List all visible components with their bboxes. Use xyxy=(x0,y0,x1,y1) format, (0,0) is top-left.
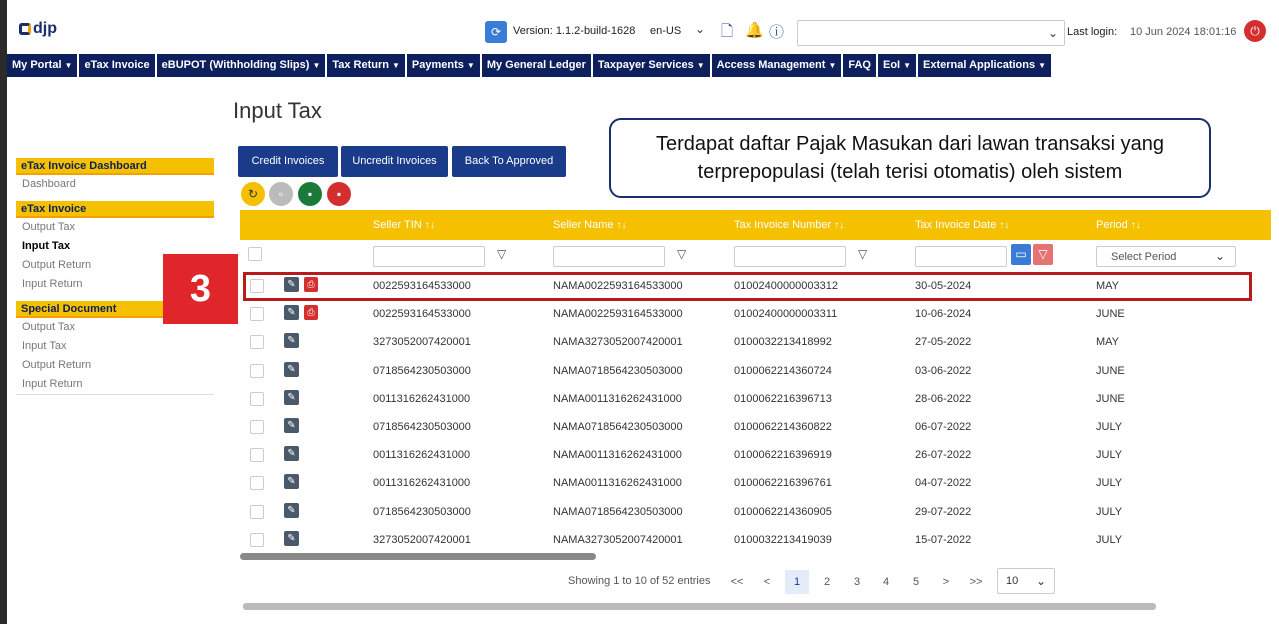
cell-period: JULY xyxy=(1096,477,1123,490)
sidebar-item-output-tax[interactable]: Output Tax xyxy=(22,221,75,233)
page-button-2[interactable]: 2 xyxy=(823,576,831,588)
cell-tax-invoice-number: 0100062214360822 xyxy=(734,421,832,433)
sidebar-heading: eTax Invoice Dashboard xyxy=(16,158,214,175)
page-title: Input Tax xyxy=(233,98,322,123)
edit-icon[interactable]: ✎ xyxy=(284,333,299,348)
cell-tax-invoice-number: 0100062216396919 xyxy=(734,449,832,462)
cell-tax-invoice-date: 30-05-2024 xyxy=(915,280,972,292)
sort-icon: ↑↓ xyxy=(1130,220,1141,231)
last-login-label: Last login: xyxy=(1067,26,1118,38)
nav-ebupot[interactable]: eBUPOT (Withholding Slips) ▼ xyxy=(157,54,328,77)
edit-icon[interactable]: ✎ xyxy=(284,362,299,377)
document-notification-icon[interactable]: 🗋 xyxy=(721,23,734,40)
sidebar-item-special-input-return[interactable]: Input Return xyxy=(22,378,83,390)
column-period[interactable]: Period ↑↓ xyxy=(1096,219,1141,231)
top-header xyxy=(7,12,1275,52)
invoice-date-filter-input[interactable] xyxy=(915,246,1007,267)
document-icon[interactable]: ▫ xyxy=(269,182,293,206)
profile-select[interactable] xyxy=(797,20,1065,46)
table-row[interactable] xyxy=(240,469,1271,497)
cell-seller-tin: 0011316262431000 xyxy=(373,392,471,405)
edit-icon[interactable]: ✎ xyxy=(284,446,299,461)
cell-tax-invoice-date: 03-06-2022 xyxy=(915,364,972,377)
step-number-badge: 3 xyxy=(163,254,238,324)
cell-seller-name: NAMA0718564230503000 xyxy=(553,364,683,377)
cell-period: MAY xyxy=(1096,336,1120,349)
cell-seller-tin: 0022593164533000 xyxy=(373,308,471,321)
page-horizontal-scrollbar[interactable] xyxy=(243,603,1156,610)
caret-down-icon: ▼ xyxy=(64,61,73,70)
next-page-button[interactable]: > xyxy=(942,576,950,588)
cell-tax-invoice-date: 28-06-2022 xyxy=(915,392,972,405)
cell-tax-invoice-date: 26-07-2022 xyxy=(915,449,972,462)
nav-general-ledger[interactable]: My General Ledger xyxy=(482,54,593,77)
row-checkbox[interactable] xyxy=(250,307,264,321)
table-row[interactable] xyxy=(240,328,1271,356)
row-checkbox[interactable] xyxy=(250,364,264,378)
cell-seller-name: NAMA0011316262431000 xyxy=(553,477,682,490)
back-to-approved-button[interactable]: Back To Approved xyxy=(452,146,566,177)
period-select[interactable] xyxy=(1096,246,1236,267)
sidebar-heading: eTax Invoice xyxy=(16,201,214,218)
invoice-number-filter-input[interactable] xyxy=(734,246,846,267)
row-checkbox[interactable] xyxy=(250,335,264,349)
cell-seller-tin: 3273052007420001 xyxy=(373,336,471,349)
cell-tax-invoice-date: 04-07-2022 xyxy=(915,477,972,490)
first-page-button[interactable]: << xyxy=(730,576,744,588)
cell-seller-tin: 0022593164533000 xyxy=(373,280,471,292)
edit-icon[interactable]: ✎ xyxy=(284,390,299,405)
sort-icon: ↑↓ xyxy=(834,220,845,231)
logo-icon xyxy=(19,23,31,35)
row-checkbox[interactable] xyxy=(250,392,264,406)
cell-seller-name: NAMA0718564230503000 xyxy=(553,421,683,433)
refresh-icon[interactable]: ↻ xyxy=(241,182,265,206)
table-row[interactable] xyxy=(240,357,1271,385)
table-row[interactable] xyxy=(240,526,1271,554)
cell-seller-name: NAMA0718564230503000 xyxy=(553,505,683,518)
row-checkbox[interactable] xyxy=(250,476,264,490)
cell-tax-invoice-date: 06-07-2022 xyxy=(915,421,972,433)
cell-period: JUNE xyxy=(1096,364,1125,377)
row-checkbox[interactable] xyxy=(250,420,264,434)
table-row[interactable] xyxy=(240,413,1271,441)
filter-icon[interactable]: ▽ xyxy=(858,247,868,261)
filter-row xyxy=(240,240,1271,272)
cell-period: MAY xyxy=(1096,280,1120,292)
pagination-summary: Showing 1 to 10 of 52 entries xyxy=(568,575,711,587)
nav-faq[interactable]: FAQ xyxy=(843,54,878,77)
caret-down-icon: ▼ xyxy=(466,61,475,70)
help-icon[interactable]: ⓘ xyxy=(769,24,785,41)
edit-icon[interactable]: ✎ xyxy=(284,418,299,433)
page-button-3[interactable]: 3 xyxy=(853,576,861,588)
table-row[interactable] xyxy=(240,300,1271,328)
annotation-callout: Terdapat daftar Pajak Masukan dari lawan transaksi yang terprepopulasi (telah terisi otomatis) oleh sistem xyxy=(609,118,1211,198)
cell-seller-name: NAMA3273052007420001 xyxy=(553,533,683,546)
language-chevron-down-icon[interactable]: ⌄ xyxy=(695,22,706,36)
djp-logo[interactable] xyxy=(19,20,57,38)
page-button-5[interactable]: 5 xyxy=(912,576,920,588)
cell-seller-name: NAMA3273052007420001 xyxy=(553,336,683,349)
table-row[interactable] xyxy=(240,385,1271,413)
cell-period: JUNE xyxy=(1096,308,1125,321)
page-button-1[interactable]: 1 xyxy=(785,570,809,594)
edit-icon[interactable]: ✎ xyxy=(284,305,299,320)
cell-tax-invoice-date: 29-07-2022 xyxy=(915,505,972,518)
caret-down-icon: ▼ xyxy=(903,61,912,70)
cell-tax-invoice-number: 0100032213419039 xyxy=(734,533,832,546)
chevron-down-icon: ⌄ xyxy=(1035,574,1046,588)
cell-tax-invoice-number: 0100062214360905 xyxy=(734,505,832,518)
sidebar-item-special-output-return[interactable]: Output Return xyxy=(22,359,92,371)
edit-icon[interactable]: ✎ xyxy=(284,531,299,546)
nav-eoi[interactable]: EoI ▼ xyxy=(878,54,918,77)
column-seller-tin[interactable]: Seller TIN ↑↓ xyxy=(373,219,435,231)
cell-seller-name: NAMA0011316262431000 xyxy=(553,449,682,462)
row-checkbox[interactable] xyxy=(250,448,264,462)
caret-down-icon: ▼ xyxy=(312,61,321,70)
uncredit-invoices-button[interactable]: Uncredit Invoices xyxy=(341,146,448,177)
sort-icon: ↑↓ xyxy=(424,220,435,231)
sort-icon: ↑↓ xyxy=(616,220,627,231)
nav-taxpayer-services[interactable]: Taxpayer Services ▼ xyxy=(593,54,712,77)
edit-icon[interactable]: ✎ xyxy=(284,503,299,518)
column-seller-name[interactable]: Seller Name ↑↓ xyxy=(553,219,627,231)
page-size-value: 10 xyxy=(1006,575,1019,587)
nav-external-applications[interactable]: External Applications ▼ xyxy=(918,54,1053,77)
filter-icon[interactable]: ▽ xyxy=(677,247,687,261)
edit-icon[interactable]: ✎ xyxy=(284,474,299,489)
calendar-icon[interactable]: ▭ xyxy=(1011,244,1031,265)
excel-export-icon[interactable]: ▪ xyxy=(298,182,322,206)
caret-down-icon: ▼ xyxy=(696,61,705,70)
sidebar-section-dashboard xyxy=(16,158,214,194)
version-info xyxy=(513,25,635,37)
chevron-down-icon: ⌄ xyxy=(1047,26,1058,40)
cell-tax-invoice-number: 0100062216396761 xyxy=(734,477,832,490)
table-header xyxy=(240,210,1271,240)
chevron-down-icon: ⌄ xyxy=(1214,249,1225,263)
column-tax-invoice-date[interactable]: Tax Invoice Date ↑↓ xyxy=(915,219,1010,231)
cell-seller-name: NAMA0011316262431000 xyxy=(553,392,682,405)
prev-page-button[interactable]: < xyxy=(763,576,771,588)
table-row[interactable] xyxy=(240,498,1271,526)
version-value: 1.1.2-build-1628 xyxy=(555,25,636,37)
pdf-icon[interactable]: ⎙ xyxy=(304,305,318,320)
select-all-checkbox[interactable] xyxy=(248,247,262,261)
sidebar-item-special-output-tax[interactable]: Output Tax xyxy=(22,321,75,333)
edit-icon[interactable]: ✎ xyxy=(284,277,299,292)
nav-access-management[interactable]: Access Management ▼ xyxy=(712,54,844,77)
window-frame xyxy=(0,0,7,624)
sidebar-item-input-return[interactable]: Input Return xyxy=(22,278,83,290)
cell-period: JULY xyxy=(1096,421,1123,433)
seller-tin-filter-input[interactable] xyxy=(373,246,485,267)
cell-seller-tin: 3273052007420001 xyxy=(373,533,471,546)
highlighted-row-outline xyxy=(243,272,1252,301)
version-icon[interactable]: ⟳ xyxy=(485,21,507,43)
cell-seller-tin: 0718564230503000 xyxy=(373,421,471,433)
row-checkbox[interactable] xyxy=(250,505,264,519)
cell-seller-tin: 0718564230503000 xyxy=(373,505,471,518)
column-tax-invoice-number[interactable]: Tax Invoice Number ↑↓ xyxy=(734,219,845,231)
page-size-select[interactable] xyxy=(997,568,1055,594)
cell-seller-tin: 0011316262431000 xyxy=(373,477,471,490)
cell-seller-tin: 0718564230503000 xyxy=(373,364,471,377)
period-select-placeholder: Select Period xyxy=(1111,251,1177,263)
language-select[interactable]: en-US xyxy=(650,25,682,37)
cell-seller-tin: 0011316262431000 xyxy=(373,449,471,462)
filter-icon[interactable]: ▽ xyxy=(497,247,507,261)
nav-tax-return[interactable]: Tax Return ▼ xyxy=(327,54,407,77)
input-tax-table xyxy=(240,210,1271,546)
nav-my-portal[interactable]: My Portal ▼ xyxy=(7,54,79,77)
cell-tax-invoice-number: 0100062214360724 xyxy=(734,364,832,377)
nav-etax-invoice[interactable]: eTax Invoice xyxy=(79,54,156,77)
sidebar-heading: Special Document xyxy=(16,301,214,318)
caret-down-icon: ▼ xyxy=(392,61,400,70)
logout-icon[interactable]: ⏻ xyxy=(1244,20,1266,42)
version-label: Version: xyxy=(513,25,553,37)
nav-payments[interactable]: Payments ▼ xyxy=(407,54,482,77)
sidebar-item-input-tax[interactable]: Input Tax xyxy=(22,240,71,252)
last-page-button[interactable]: >> xyxy=(969,576,983,588)
table-row[interactable] xyxy=(240,441,1271,469)
cell-period: JULY xyxy=(1096,449,1123,462)
main-nav xyxy=(7,54,1053,77)
clear-filter-icon[interactable]: ▽ xyxy=(1033,244,1053,265)
cell-tax-invoice-date: 15-07-2022 xyxy=(915,533,972,546)
cell-tax-invoice-number: 0100032213418992 xyxy=(734,336,832,349)
cell-period: JULY xyxy=(1096,533,1123,546)
cell-tax-invoice-number: 01002400000003312 xyxy=(734,280,839,292)
row-checkbox[interactable] xyxy=(250,533,264,547)
last-login-value: 10 Jun 2024 18:01:16 xyxy=(1130,26,1237,38)
sidebar-item-special-input-tax[interactable]: Input Tax xyxy=(22,340,67,352)
cell-tax-invoice-date: 10-06-2024 xyxy=(915,308,972,321)
caret-down-icon: ▼ xyxy=(1038,61,1047,70)
bell-icon[interactable]: 🔔 xyxy=(745,22,764,39)
sort-icon: ↑↓ xyxy=(999,220,1010,231)
pdf-export-icon[interactable]: ▪ xyxy=(327,182,351,206)
pdf-icon[interactable]: ⎙ xyxy=(304,277,318,292)
cell-period: JULY xyxy=(1096,505,1123,518)
sidebar-item-output-return[interactable]: Output Return xyxy=(22,259,92,271)
logo-text: djp xyxy=(33,20,57,37)
sidebar-item-dashboard[interactable]: Dashboard xyxy=(22,178,76,190)
seller-name-filter-input[interactable] xyxy=(553,246,665,267)
cell-seller-name: NAMA0022593164533000 xyxy=(553,280,683,292)
cell-tax-invoice-date: 27-05-2022 xyxy=(915,336,972,349)
page-button-4[interactable]: 4 xyxy=(882,576,890,588)
caret-down-icon: ▼ xyxy=(828,61,837,70)
credit-invoices-button[interactable]: Credit Invoices xyxy=(238,146,338,177)
cell-tax-invoice-number: 0100062216396713 xyxy=(734,392,832,405)
cell-seller-name: NAMA0022593164533000 xyxy=(553,308,683,321)
horizontal-scrollbar[interactable] xyxy=(240,553,596,560)
cell-tax-invoice-number: 01002400000003311 xyxy=(734,308,838,321)
cell-period: JUNE xyxy=(1096,392,1125,405)
